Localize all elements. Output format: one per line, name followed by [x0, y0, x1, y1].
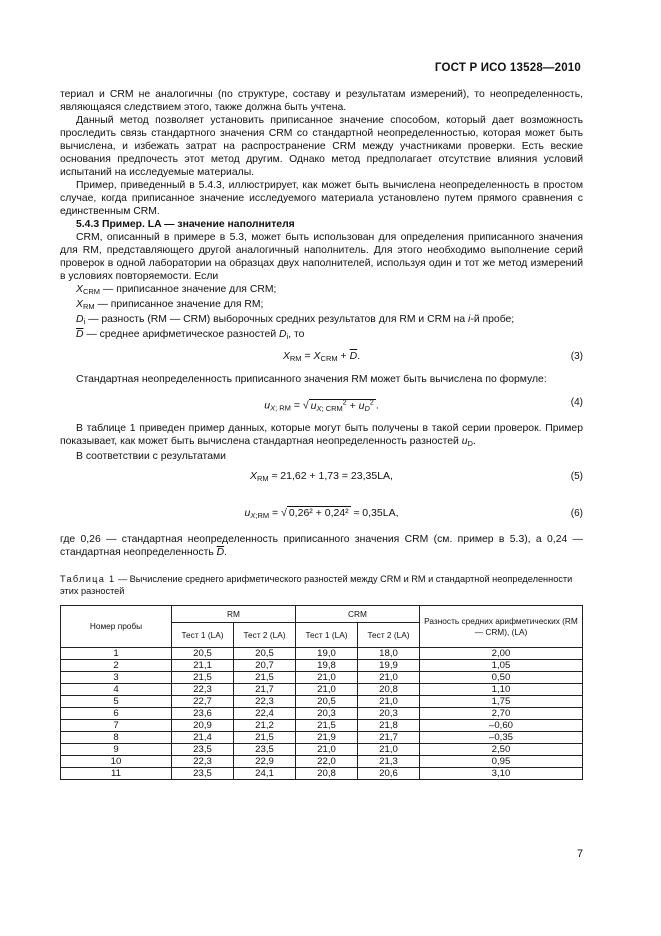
table-cell: 20,5	[234, 648, 296, 660]
table-cell: 18,0	[358, 648, 420, 660]
formula-5-expression: $X_{RM} \approx 21,62 + 1,73 = 23,35LA$,	[250, 470, 393, 483]
table-cell: 21,5	[234, 672, 296, 684]
definitions	[60, 283, 583, 343]
table-cell: 9	[61, 744, 172, 756]
table-row	[61, 672, 583, 684]
table-cell: 22,9	[234, 756, 296, 768]
column-header-rm-test2: Тест 2 (LA)	[234, 623, 296, 648]
data-table	[60, 605, 583, 780]
formula-3-expression: $X_{RM} = X_{CRM} + \overline{D}$.	[282, 350, 361, 363]
table-cell: 23,5	[234, 744, 296, 756]
table-row	[61, 768, 583, 780]
table-cell: 2,70	[420, 708, 583, 720]
table-cell: 1	[61, 648, 172, 660]
formula-number: (3)	[570, 351, 583, 362]
table-cell: 21,4	[172, 732, 234, 744]
paragraph: Стандартная неопределенность приписанного значения RM может быть вычислена по формуле:	[76, 374, 547, 385]
table-cell: 0,95	[420, 756, 583, 768]
table-cell: 19,9	[358, 660, 420, 672]
table-cell: 21,0	[358, 672, 420, 684]
paragraph: териал и CRM не аналогичны (по структуре, составу и результатам измерений), то неопределенность, являющаяся следствием этого, также должна быть учтена.	[60, 89, 583, 113]
table-cell: 5	[61, 696, 172, 708]
formula-4-expression: $u_{X; RM}$ = √ $u_{X; CRM}^2 + u_D^2$ .	[264, 399, 379, 413]
definition-d-mean: $\overline{D}$ — среднее арифметическое разностей $D_i$, то	[76, 329, 305, 341]
table-cell: 21,9	[296, 732, 358, 744]
table-row	[61, 720, 583, 732]
document-header: ГОСТ Р ИСО 13528—2010	[434, 62, 581, 74]
table-cell: 21,5	[296, 720, 358, 732]
table-cell: 7	[61, 720, 172, 732]
formula-6	[60, 493, 583, 533]
definition-x-rm: $X_{RM}$ — приписанное значение для RM;	[76, 299, 264, 311]
table-cell: 1,75	[420, 696, 583, 708]
table-row	[61, 732, 583, 744]
table-cell: 21,5	[172, 672, 234, 684]
table-cell: 4	[61, 684, 172, 696]
table-cell: 23,5	[172, 768, 234, 780]
paragraph: CRM, описанный в примере в 5.3, может быть использован для определения приписанного значения для RM, представляющего другой аналогичный наполнитель. Для этого необходимо выполнение серий проверок в одной лаборатории на образцах двух наполнителей, используя один и тот же метод измерений в условиях повторяемости. Если	[60, 232, 583, 282]
table-cell: 20,7	[234, 660, 296, 672]
table-cell: –0,35	[420, 732, 583, 744]
table-cell: 3,10	[420, 768, 583, 780]
table-cell: 20,5	[172, 648, 234, 660]
table-cell: –0,60	[420, 720, 583, 732]
page-body	[60, 88, 583, 780]
table-cell: 24,1	[234, 768, 296, 780]
table-cell: 6	[61, 708, 172, 720]
table-cell: 0,50	[420, 672, 583, 684]
table-cell: 22,3	[234, 696, 296, 708]
table-cell: 20,3	[296, 708, 358, 720]
formula-5	[60, 463, 583, 493]
table-row	[61, 696, 583, 708]
column-header-rm-test1: Тест 1 (LA)	[172, 623, 234, 648]
formula-6-expression: $u_{X;RM}$ = √ 0,26² + 0,24² ≈ 0,35LA,	[244, 507, 399, 520]
table-cell: 21,7	[358, 732, 420, 744]
formula-3	[60, 343, 583, 373]
column-header-difference: Разность средних арифметических (RM — CRM), (LA)	[420, 606, 583, 648]
table-cell: 1,10	[420, 684, 583, 696]
table-cell: 21,0	[358, 696, 420, 708]
table-cell: 20,8	[296, 768, 358, 780]
table-cell: 21,5	[234, 732, 296, 744]
table-row	[61, 708, 583, 720]
table-cell: 21,7	[234, 684, 296, 696]
formula-number: (4)	[570, 397, 583, 408]
column-header-sample: Номер пробы	[61, 606, 172, 648]
table-cell: 21,1	[172, 660, 234, 672]
definition-d-i: $D_i$ — разность (RM — CRM) выборочных средних результатов для RM и CRM на i-й пробе;	[76, 314, 515, 326]
table-cell: 11	[61, 768, 172, 780]
table-row	[61, 660, 583, 672]
table-cell: 21,0	[296, 744, 358, 756]
table-cell: 20,5	[296, 696, 358, 708]
table-cell: 20,9	[172, 720, 234, 732]
table-cell: 1,05	[420, 660, 583, 672]
table-cell: 3	[61, 672, 172, 684]
table-cell: 23,6	[172, 708, 234, 720]
table-cell: 2,50	[420, 744, 583, 756]
table-cell: 19,0	[296, 648, 358, 660]
table-cell: 20,3	[358, 708, 420, 720]
definition-x-crm: $X_{CRM}$ — приписанное значение для CRM;	[76, 284, 277, 296]
formula-4	[60, 386, 583, 422]
table-cell: 22,3	[172, 684, 234, 696]
table-cell: 22,3	[172, 756, 234, 768]
table-cell: 21,0	[296, 684, 358, 696]
paragraph: В соответствии с результатами	[76, 451, 226, 462]
table-cell: 22,4	[234, 708, 296, 720]
paragraph: где 0,26 — стандартная неопределенность приписанного значения CRM (см. пример в 5.3), а 0,24 — стандартная неопределенность $\overline{D}$.	[60, 534, 583, 558]
table-cell: 21,0	[296, 672, 358, 684]
table-cell: 21,8	[358, 720, 420, 732]
table-row	[61, 756, 583, 768]
formula-number: (5)	[570, 471, 583, 482]
table-cell: 20,8	[358, 684, 420, 696]
column-header-crm-test2: Тест 2 (LA)	[358, 623, 420, 648]
table-cell: 22,7	[172, 696, 234, 708]
table-cell: 20,6	[358, 768, 420, 780]
table-row	[61, 744, 583, 756]
table-cell: 23,5	[172, 744, 234, 756]
column-header-crm: CRM	[296, 606, 420, 623]
table-cell: 21,3	[358, 756, 420, 768]
table-cell: 21,0	[358, 744, 420, 756]
table-caption: Таблица 1 — Вычисление среднего арифметического разностей между CRM и RM и стандартной неопределенности этих разностей	[60, 574, 573, 596]
paragraph: В таблице 1 приведен пример данных, которые могут быть получены в такой серии проверок. Пример показывает, как может быть вычислена стандартная неопределенность разностей $u_D$.	[60, 423, 583, 448]
table-cell: 21,2	[234, 720, 296, 732]
column-header-crm-test1: Тест 1 (LA)	[296, 623, 358, 648]
column-header-rm: RM	[172, 606, 296, 623]
table-row	[61, 684, 583, 696]
paragraph: Данный метод позволяет установить приписанное значение способом, который дает возможность проследить связь стандартного значения CRM со стандартной неопределенностью, которая может быть вычислена, и избежать затрат на распространение CRM между участниками проверки. Есть веские основания предпочесть этот метод другим. Однако метод предполагает отсутствие влияния условий испытаний на исследуемые материалы.	[60, 115, 583, 178]
table-cell: 19,8	[296, 660, 358, 672]
table-cell: 10	[61, 756, 172, 768]
page-number: 7	[577, 848, 584, 860]
section-heading: 5.4.3 Пример. LA — значение наполнителя	[76, 219, 295, 230]
table-cell: 22,0	[296, 756, 358, 768]
table-cell: 2,00	[420, 648, 583, 660]
formula-number: (6)	[570, 508, 583, 519]
table-cell: 8	[61, 732, 172, 744]
paragraph: Пример, приведенный в 5.4.3, иллюстрирует, как может быть вычислена неопределенность в простом случае, когда приписанное значение исследуемого материала установлено путем прямого сравнения с единственным CRM.	[60, 180, 583, 217]
table-cell: 2	[61, 660, 172, 672]
table-row	[61, 648, 583, 660]
